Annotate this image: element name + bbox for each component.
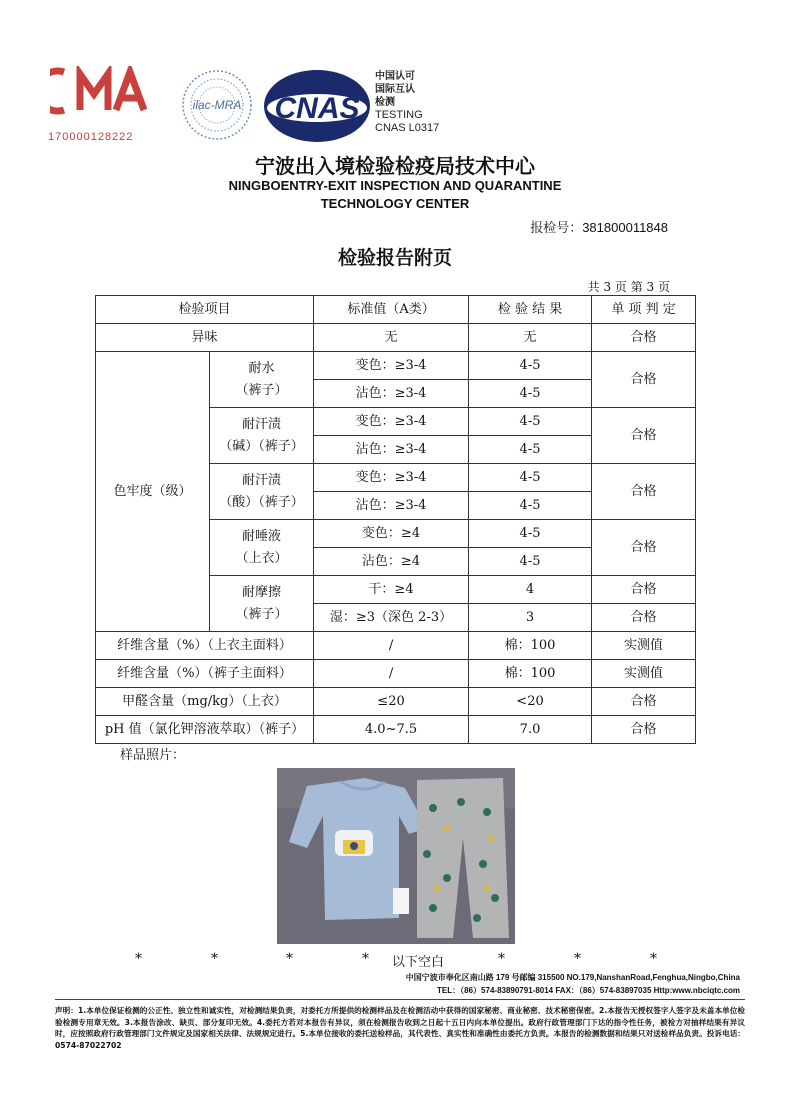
report-number-value: 381800011848 bbox=[582, 220, 668, 235]
header-item: 检验项目 bbox=[96, 296, 314, 324]
cell-judgment: 合格 bbox=[592, 352, 696, 408]
cell-result: 无 bbox=[469, 324, 592, 352]
cell-standard: 变色：≥3-4 bbox=[314, 352, 469, 380]
cnas-line: 检测 bbox=[375, 97, 395, 108]
cell-standard: 沾色：≥3-4 bbox=[314, 380, 469, 408]
cnas-accreditation-text bbox=[375, 70, 439, 135]
cell-standard: / bbox=[314, 660, 469, 688]
cell-result: 4-5 bbox=[469, 408, 592, 436]
page-title: 检验报告附页 bbox=[337, 247, 452, 269]
sample-photo-label: 样品照片： bbox=[120, 748, 186, 763]
cell-test-name: 耐水 （裤子） bbox=[210, 352, 314, 408]
star-mark: * bbox=[286, 951, 293, 967]
cell-item: 甲醛含量（mg/kg）（上衣） bbox=[96, 688, 314, 716]
cnas-line: TESTING bbox=[375, 109, 423, 121]
cell-result: 4-5 bbox=[469, 520, 592, 548]
end-marker-text: 以下空白 bbox=[392, 955, 445, 970]
cell-result: 3 bbox=[469, 604, 592, 632]
footer-divider bbox=[55, 999, 745, 1000]
cell-colorfastness-label: 色牢度（级） bbox=[96, 352, 210, 632]
cell-result: 4-5 bbox=[469, 352, 592, 380]
cell-judgment: 合格 bbox=[592, 324, 696, 352]
cell-standard: 变色：≥4 bbox=[314, 520, 469, 548]
star-mark: * bbox=[650, 951, 657, 967]
cell-standard: 无 bbox=[314, 324, 469, 352]
sample-photo bbox=[277, 768, 515, 944]
table-row bbox=[96, 716, 696, 744]
org-name-cn: 宁波出入境检验检疫局技术中心 bbox=[255, 154, 535, 178]
cnas-logo bbox=[262, 68, 372, 144]
cell-standard: 干：≥4 bbox=[314, 576, 469, 604]
cell-judgment: 合格 bbox=[592, 604, 696, 632]
cell-standard: 沾色：≥4 bbox=[314, 548, 469, 576]
cnas-line: 国际互认 bbox=[375, 84, 415, 95]
table-row bbox=[96, 632, 696, 660]
cell-standard: 沾色：≥3-4 bbox=[314, 436, 469, 464]
svg-text:CNAS: CNAS bbox=[274, 92, 360, 125]
star-mark: * bbox=[574, 951, 581, 967]
cell-test-name: 耐汗渍 （酸）（裤子） bbox=[210, 464, 314, 520]
cell-result: <20 bbox=[469, 688, 592, 716]
cell-judgment: 实测值 bbox=[592, 632, 696, 660]
star-mark: * bbox=[498, 951, 505, 967]
cell-item: 纤维含量（%）（裤子主面料） bbox=[96, 660, 314, 688]
cell-judgment: 合格 bbox=[592, 716, 696, 744]
cell-result: 棉：100 bbox=[469, 660, 592, 688]
cell-result: 4-5 bbox=[469, 436, 592, 464]
cell-standard: 湿：≥3（深色 2-3） bbox=[314, 604, 469, 632]
header-result: 检 验 结 果 bbox=[469, 296, 592, 324]
star-mark: * bbox=[211, 951, 218, 967]
table-header-row bbox=[96, 296, 696, 324]
cell-judgment: 合格 bbox=[592, 520, 696, 576]
results-table bbox=[95, 295, 696, 744]
cell-result: 7.0 bbox=[469, 716, 592, 744]
cell-item: 纤维含量（%）（上衣主面料） bbox=[96, 632, 314, 660]
cell-result: 4 bbox=[469, 576, 592, 604]
cell-result: 4-5 bbox=[469, 492, 592, 520]
cma-number: 170000128222 bbox=[48, 131, 134, 143]
page-count: 共 3 页 第 3 页 bbox=[587, 280, 670, 294]
cell-test-name: 耐唾液 （上衣） bbox=[210, 520, 314, 576]
cell-judgment: 合格 bbox=[592, 464, 696, 520]
cell-item: 异味 bbox=[96, 324, 314, 352]
report-number-label: 报检号： bbox=[530, 221, 583, 236]
cell-result: 棉：100 bbox=[469, 632, 592, 660]
cell-test-name: 耐摩擦 （裤子） bbox=[210, 576, 314, 632]
table-row bbox=[96, 324, 696, 352]
contact-line: TEL：（86）574-83890791-8014 FAX：（86）574-83897035 Http:www.nbciqtc.com bbox=[437, 986, 740, 995]
address-line: 中国宁波市奉化区南山路 179 号邮编 315500 NO.179,NanshanRoad,Fenghua,Ningbo,China bbox=[405, 973, 740, 982]
cell-standard: 4.0~7.5 bbox=[314, 716, 469, 744]
cell-judgment: 合格 bbox=[592, 576, 696, 604]
header-judgment: 单 项 判 定 bbox=[592, 296, 696, 324]
cell-standard: 变色：≥3-4 bbox=[314, 408, 469, 436]
cell-judgment: 实测值 bbox=[592, 660, 696, 688]
cell-item: pH 值（氯化钾溶液萃取）（裤子） bbox=[96, 716, 314, 744]
org-name-en-line2: TECHNOLOGY CENTER bbox=[320, 196, 470, 211]
cnas-line: CNAS L0317 bbox=[375, 122, 440, 134]
cell-result: 4-5 bbox=[469, 548, 592, 576]
cell-test-name: 耐汗渍 （碱）（裤子） bbox=[210, 408, 314, 464]
disclaimer-text: 声明：1.本单位保证检测的公正性、独立性和诚实性，对检测结果负责，对委托方所提供的检测样品及在检测活动中获得的国家秘密、商业秘密、技术秘密保密。2.本报告无授权签字人签字及未盖本单位检验检测专用章无效。3.本报告涂改、缺页、部分复印无效。4.委托方若对本报告有异议，须在检测报告收到之日起十五日内向本单位提出。政府行政管理部门下达的指令性任务，被检方对抽样结果有异议时，应按照政府行政管理部门文件规定及国家相关法律、法规规定进行。5.本单位接收的委托送检样品，其代表性、真实性和准确性由委托方负责。本报告的检测数据和结果只对送检样品负责。投诉电话：0574-87022702 bbox=[55, 1006, 745, 1050]
cell-result: 4-5 bbox=[469, 380, 592, 408]
cell-judgment: 合格 bbox=[592, 408, 696, 464]
table-row bbox=[96, 688, 696, 716]
cell-judgment: 合格 bbox=[592, 688, 696, 716]
table-row bbox=[96, 660, 696, 688]
org-name-en-line1: NINGBOENTRY-EXIT INSPECTION AND QUARANTINE bbox=[228, 178, 562, 193]
cell-standard: / bbox=[314, 632, 469, 660]
end-marker-row bbox=[0, 951, 790, 969]
cell-standard: 变色：≥3-4 bbox=[314, 464, 469, 492]
contact-address bbox=[180, 971, 740, 997]
cell-standard: ≤20 bbox=[314, 688, 469, 716]
table-row bbox=[96, 352, 696, 380]
svg-text:ilac-MRA: ilac-MRA bbox=[192, 98, 242, 112]
star-mark: * bbox=[362, 951, 369, 967]
header-standard: 标准值（A类） bbox=[314, 296, 469, 324]
cma-logo bbox=[50, 66, 150, 116]
cell-result: 4-5 bbox=[469, 464, 592, 492]
cell-standard: 沾色：≥3-4 bbox=[314, 492, 469, 520]
ilac-mra-logo bbox=[178, 66, 256, 144]
star-mark: * bbox=[135, 951, 142, 967]
cnas-line: 中国认可 bbox=[375, 71, 415, 82]
report-number bbox=[530, 217, 668, 236]
